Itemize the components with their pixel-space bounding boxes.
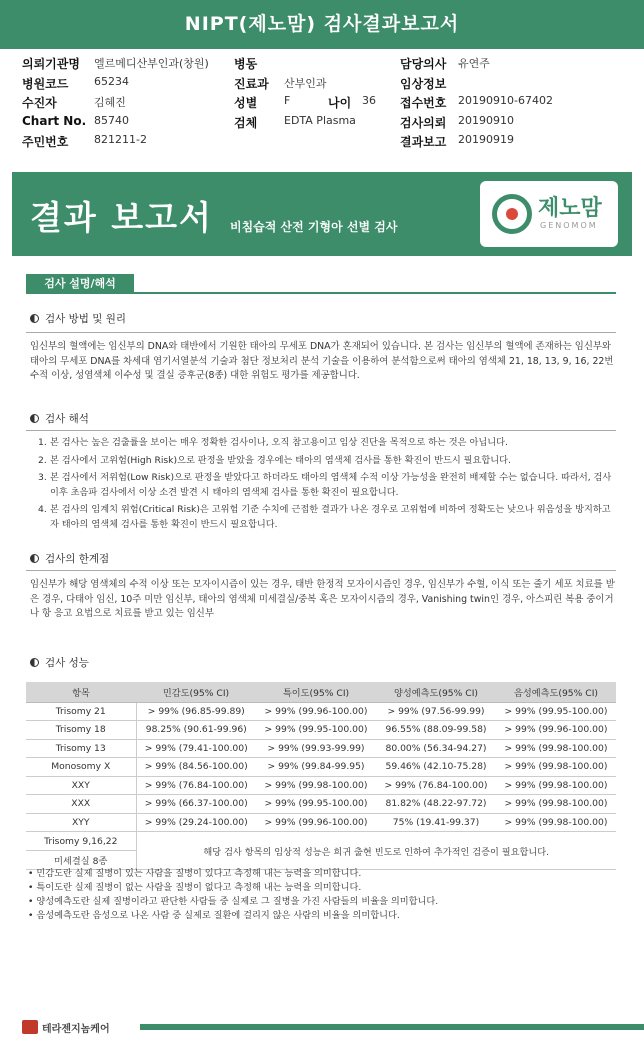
note-item: • 특이도란 실제 질병이 없는 사람을 질병이 없다고 측정해 내는 능력을 의미합니다.	[28, 882, 362, 893]
info-label: 검사의뢰	[400, 115, 447, 130]
divider	[26, 570, 616, 571]
table-cell: > 99% (76.84-100.00)	[136, 776, 256, 795]
performance-table	[26, 682, 616, 870]
info-label: 담당의사	[400, 57, 447, 71]
info-label: 접수번호	[400, 96, 447, 110]
method-heading: 검사 방법 및 원리	[30, 311, 126, 326]
table-cell: 미세결실 8종	[26, 851, 136, 870]
footer-company: 테라젠지놈케어	[22, 1020, 110, 1035]
table-cell: > 99% (99.95-100.00)	[256, 795, 376, 814]
table-cell: > 99% (99.95-100.00)	[256, 721, 376, 740]
note-item: • 양성예측도란 실제 질병이라고 판단한 사람들 중 실제로 그 질병을 가진 사람들의 비율을 의미합니다.	[28, 896, 439, 907]
genomom-logo	[480, 181, 618, 247]
info-label: 결과보고	[400, 135, 447, 149]
info-value: F	[284, 94, 291, 107]
table-cell: > 99% (99.98-100.00)	[496, 758, 616, 777]
column-header: 특이도(95% CI)	[256, 682, 376, 702]
info-value: 20190910-67402	[458, 94, 553, 107]
divider	[26, 332, 616, 333]
column-header: 민감도(95% CI)	[136, 682, 256, 702]
table-cell: > 99% (96.85-99.89)	[136, 702, 256, 721]
section-tab: 검사 설명/해석	[26, 274, 134, 294]
table-cell: XYY	[26, 813, 136, 832]
info-label: 진료과	[234, 76, 269, 91]
table-cell: > 99% (66.37-100.00)	[136, 795, 256, 814]
table-row	[26, 813, 616, 832]
column-header: 음성예측도(95% CI)	[496, 682, 616, 702]
logo-en: GENOMOM	[540, 221, 598, 230]
info-row	[22, 55, 632, 75]
info-value: 85740	[94, 113, 129, 127]
table-cell: XXY	[26, 776, 136, 795]
table-row	[26, 721, 616, 740]
info-label: 수진자	[22, 96, 57, 110]
interpretation-heading: 검사 해석	[30, 411, 89, 426]
table-cell: > 99% (99.84-99.95)	[256, 758, 376, 777]
info-label: 성별	[234, 96, 258, 110]
table-cell: > 99% (97.56-99.99)	[376, 702, 496, 721]
info-label: 주민번호	[22, 135, 69, 149]
column-header: 항목	[26, 682, 136, 702]
interpretation-list	[38, 436, 616, 536]
table-row	[26, 702, 616, 721]
table-cell: > 99% (99.93-99.99)	[256, 739, 376, 758]
footer-bar	[140, 1024, 644, 1030]
list-item: 2. 본 검사에서 고위험(High Risk)으로 판정을 받았을 경우에는 태아의 염색체 검사를 통한 확진이 반드시 필요합니다.	[38, 454, 511, 466]
patient-info	[22, 55, 632, 153]
info-label: 병원코드	[22, 76, 69, 91]
note-item: • 민감도란 실제 질병이 있는 사람을 질병이 있다고 측정해 내는 능력을 의미합니다.	[28, 868, 362, 879]
table-row	[26, 832, 616, 851]
age-value: 36	[362, 94, 376, 107]
info-value: 821211-2	[94, 133, 147, 146]
section-divider	[26, 292, 616, 294]
info-label: 임상정보	[400, 76, 447, 91]
table-cell: > 99% (99.98-100.00)	[256, 776, 376, 795]
table-cell: Trisomy 18	[26, 721, 136, 740]
column-header: 양성예측도(95% CI)	[376, 682, 496, 702]
list-item: 4. 본 검사의 임계치 위험(Critical Risk)은 고위험 기준 수치에 근접한 결과가 나온 경우로 고위험에 비하여 정확도는 낮으나 위음성을 방지하고자 태아의 염색체 검사를 통한 확진이 반드시 필요합니다.	[38, 504, 611, 530]
company-logo-icon	[22, 1020, 38, 1034]
table-header-row	[26, 682, 616, 702]
result-banner	[12, 172, 632, 256]
table-row	[26, 795, 616, 814]
table-cell: 80.00% (56.34-94.27)	[376, 739, 496, 758]
info-row	[22, 94, 632, 114]
info-label: Chart No.	[22, 113, 87, 128]
performance-heading: 검사 성능	[30, 655, 89, 670]
banner-title: 결과 보고서	[30, 198, 213, 237]
report-title: NIPT(제노맘) 검사결과보고서	[0, 0, 644, 49]
info-value: 65234	[94, 74, 129, 88]
info-value: EDTA Plasma	[284, 113, 356, 127]
table-row	[26, 776, 616, 795]
table-cell-merged: 해당 검사 항목의 임상적 성능은 희귀 출현 빈도로 인하여 추가적인 검증이 필요합니다.	[136, 832, 616, 870]
table-cell: > 99% (29.24-100.00)	[136, 813, 256, 832]
table-cell: > 99% (99.96-100.00)	[256, 702, 376, 721]
banner-subtitle: 비침습적 산전 기형아 선별 검사	[230, 220, 398, 234]
table-cell: 81.82% (48.22-97.72)	[376, 795, 496, 814]
half-circle-icon	[30, 314, 39, 323]
table-cell: Trisomy 13	[26, 739, 136, 758]
list-item: 3. 본 검사에서 저위험(Low Risk)으로 판정을 받았다고 하더라도 태아의 염색체 수적 이상 가능성을 완전히 배제할 수는 없습니다. 따라서, 검사 이후 초음파 검사에서 이상 소견 발견 시 태아의 염색체 검사를 통한 확진이 필요합니다.	[38, 472, 612, 498]
divider	[26, 430, 616, 431]
logo-mark-icon	[492, 194, 532, 234]
table-cell: Trisomy 21	[26, 702, 136, 721]
table-cell: > 99% (79.41-100.00)	[136, 739, 256, 758]
table-cell: > 99% (99.98-100.00)	[496, 739, 616, 758]
info-row	[22, 114, 632, 134]
table-cell: 98.25% (90.61-99.96)	[136, 721, 256, 740]
table-cell: Trisomy 9,16,22	[26, 832, 136, 851]
limits-text: 임신부가 해당 염색체의 수적 이상 또는 모자이시즘이 있는 경우, 태반 한정적 모자이시즘인 경우, 임신부가 수혈, 이식 또는 줄기 세포 치료를 받은 경우, 다태아 임신, 10주 미만 임신부, 태아의 염색체 미세결실/중복 혹은 모자이시즘의 경우, Vanishing twin인 경우, 아스피린 복용 중이거나 항 응고 요법으로 치료를 받고 있는 임신부	[30, 579, 615, 620]
info-label: 검체	[234, 115, 258, 130]
table-cell: > 99% (76.84-100.00)	[376, 776, 496, 795]
note-item: • 음성예측도란 음성으로 나온 사람 중 실제로 질환에 걸리지 않은 사람의 비율을 의미합니다.	[28, 910, 400, 921]
table-cell: 75% (19.41-99.37)	[376, 813, 496, 832]
table-cell: > 99% (99.96-100.00)	[256, 813, 376, 832]
info-label: 병동	[234, 57, 258, 71]
method-text: 임신부의 혈액에는 임신부의 DNA와 태반에서 기원한 태아의 무세포 DNA가 혼재되어 있습니다. 본 검사는 임신부의 혈액에 존재하는 임신부와 태아의 무세포 DNA를 차세대 염기서열분석 기술과 첨단 정보처리 분석 기술을 이용하여 분석함으로써 태아의 염색체 21, 18, 13, 9, 16, 22번 수적 이상, 성염색체 이수성 및 결실 증후군(8종) 대한 위험도 평가를 제공합니다.	[30, 341, 614, 382]
info-value: 20190919	[458, 133, 514, 146]
table-cell: > 99% (99.96-100.00)	[496, 721, 616, 740]
info-value: 김혜진	[94, 96, 126, 109]
info-row	[22, 133, 632, 153]
limits-heading: 검사의 한계점	[30, 551, 109, 566]
half-circle-icon	[30, 554, 39, 563]
half-circle-icon	[30, 658, 39, 667]
table-row	[26, 739, 616, 758]
footer	[22, 1016, 642, 1036]
table-cell: XXX	[26, 795, 136, 814]
info-value: 엘르메디산부인과(창원)	[94, 57, 209, 70]
info-row	[22, 75, 632, 95]
table-cell: > 99% (99.95-100.00)	[496, 702, 616, 721]
info-label: 의뢰기관명	[22, 57, 80, 71]
list-item: 1. 본 검사는 높은 검출률을 보이는 매우 정확한 검사이나, 오직 참고용이고 임상 진단을 목적으로 하는 것은 아닙니다.	[38, 437, 508, 448]
table-cell: Monosomy X	[26, 758, 136, 777]
table-cell: > 99% (99.98-100.00)	[496, 813, 616, 832]
table-cell: 59.46% (42.10-75.28)	[376, 758, 496, 777]
table-cell: > 99% (84.56-100.00)	[136, 758, 256, 777]
logo-name: 제노맘	[538, 196, 602, 221]
table-cell: 96.55% (88.09-99.58)	[376, 721, 496, 740]
age-label: 나이	[328, 96, 352, 110]
half-circle-icon	[30, 414, 39, 423]
table-cell: > 99% (99.98-100.00)	[496, 776, 616, 795]
info-value: 산부인과	[284, 76, 327, 90]
table-row	[26, 758, 616, 777]
info-value: 20190910	[458, 113, 514, 127]
notes	[28, 867, 618, 923]
table-cell: > 99% (99.98-100.00)	[496, 795, 616, 814]
info-value: 유연주	[458, 57, 490, 70]
